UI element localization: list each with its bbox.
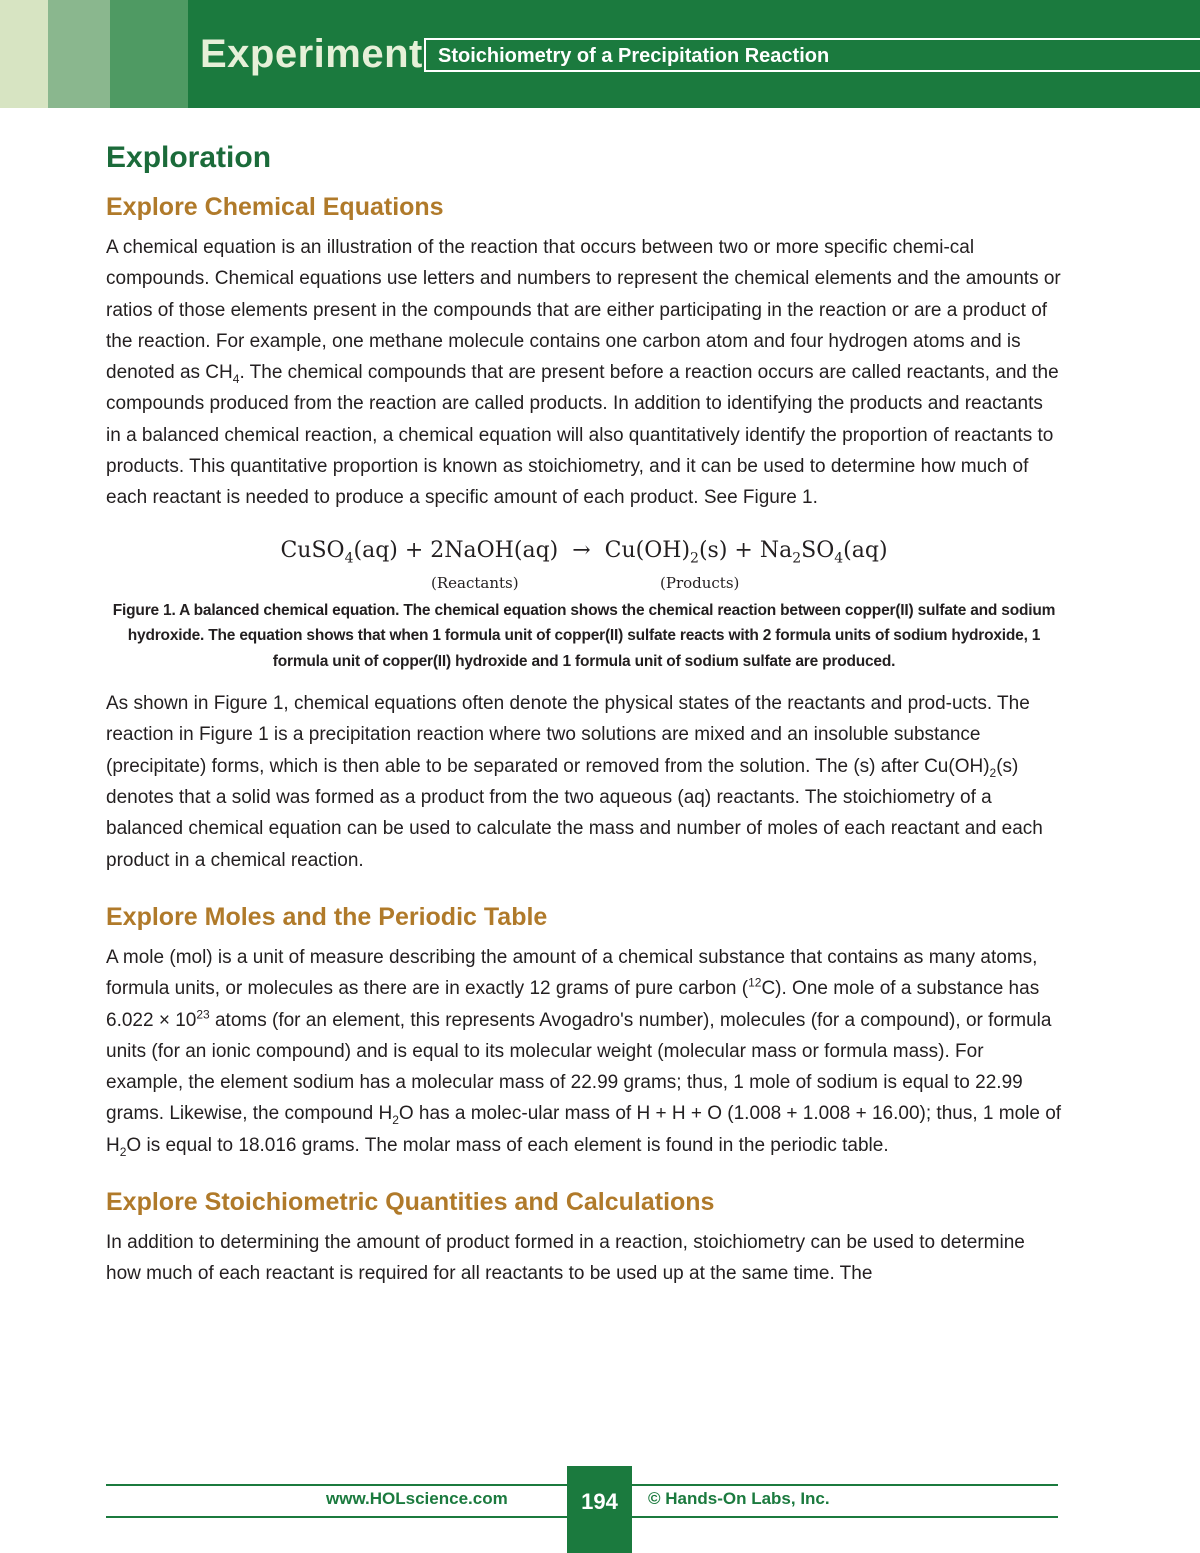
page-header	[0, 0, 1200, 108]
label-reactants: (Reactants)	[431, 573, 519, 592]
heading-moles-periodic-table: Explore Moles and the Periodic Table	[106, 902, 548, 931]
paragraph-stoichiometric-quantities: In addition to determining the amount of product formed in a reaction, stoichiometry can be used to determine how much of each reactant is required for all reactants to be used up at the same time. The	[106, 1232, 1025, 1285]
footer-copyright: © Hands-On Labs, Inc.	[648, 1489, 830, 1508]
header-subtitle-box	[424, 38, 1200, 72]
header-title: Experiment	[200, 32, 423, 76]
heading-chemical-equations: Explore Chemical Equations	[106, 193, 444, 221]
header-subtitle: Stoichiometry of a Precipitation Reaction	[438, 45, 830, 67]
page-content	[106, 138, 1062, 1290]
section-title: Exploration	[106, 141, 272, 174]
label-products: (Products)	[660, 573, 740, 592]
header-stripe-dark	[110, 0, 188, 108]
chemical-equation: CuSO$_4$(aq) + 2NaOH(aq) → $Cu(OH)_2(s) + Na_2SO_4(aq)$	[280, 537, 888, 567]
page-number: 194	[567, 1466, 632, 1553]
paragraph-chemical-equations: A chemical equation is an illustration of the reaction that occurs between two or more specific chemi-cal compounds. Chemical equations use letters and numbers to represent the chemical elements and the amounts or ratios of those elements present in the compounds that are either participating in the reaction or are a product of the reaction. For example, one methane molecule contains one carbon atom and four hydrogen atoms and is denoted as $CH_4$. The chemical compounds that are present before a reaction occurs are called reactants, and the compounds produced from the reaction are called products. In addition to identifying the products and reactants in a balanced chemical reaction, a chemical equation will also quantitatively identify the proportion of reactants to products. This quantitative proportion is known as stoichiometry, and it can be used to determine how much of each reactant is needed to produce a specific amount of each product. See Figure 1.	[106, 237, 1061, 509]
paragraph-physical-states: As shown in Figure 1, chemical equations often denote the physical states of the reactants and prod-ucts. The reaction in Figure 1 is a precipitation reaction where two solutions are mixed and an insoluble substance (precipitate) forms, which is then able to be separated or removed from the solution. The (s) after $Cu(OH)_2(s)$ denotes that a solid was formed as a product from the two aqueous (aq) reactants. The stoichiometry of a balanced chemical equation can be used to calculate the mass and number of moles of each reactant and each product in a chemical reaction.	[106, 693, 1043, 871]
paragraph-moles: A mole (mol) is a unit of measure describing the amount of a chemical substance that contains as many atoms, formula units, or molecules as there are in exactly 12 grams of pure carbon ($^{12}$C). One mole of a substance has $6.022 \times 10^{23}$ atoms (for an element, this represents Avogadro's number), molecules (for a compound), or formula units (for an ionic compound) and is equal to its molecular weight (molecular mass or formula mass). For example, the element sodium has a molecular mass of 22.99 grams; thus, 1 mole of sodium is equal to 22.99 grams. Likewise, the compound $H_2O$ has a molec-ular mass of H + H + O (1.008 + 1.008 + 16.00); thus, 1 mole of $H_2O$ is equal to 18.016 grams. The molar mass of each element is found in the periodic table.	[106, 946, 1062, 1159]
heading-stoichiometric-quantities: Explore Stoichiometric Quantities and Calculations	[106, 1188, 715, 1217]
equation-labels	[106, 568, 1062, 598]
figure-caption: Figure 1. A balanced chemical equation. The chemical equation shows the chemical reaction between copper(II) sulfate and sodium hydroxide. The equation shows that when 1 formula unit of copper(II) sulfate reacts with 2 formula units of sodium hydroxide, 1 formula unit of copper(II) hydroxide and 1 formula unit of sodium sulfate are produced.	[112, 601, 1056, 670]
footer-website-link[interactable]: www.HOLscience.com	[326, 1489, 508, 1508]
header-stripe-light	[0, 0, 48, 108]
header-stripe-mid	[48, 0, 110, 108]
